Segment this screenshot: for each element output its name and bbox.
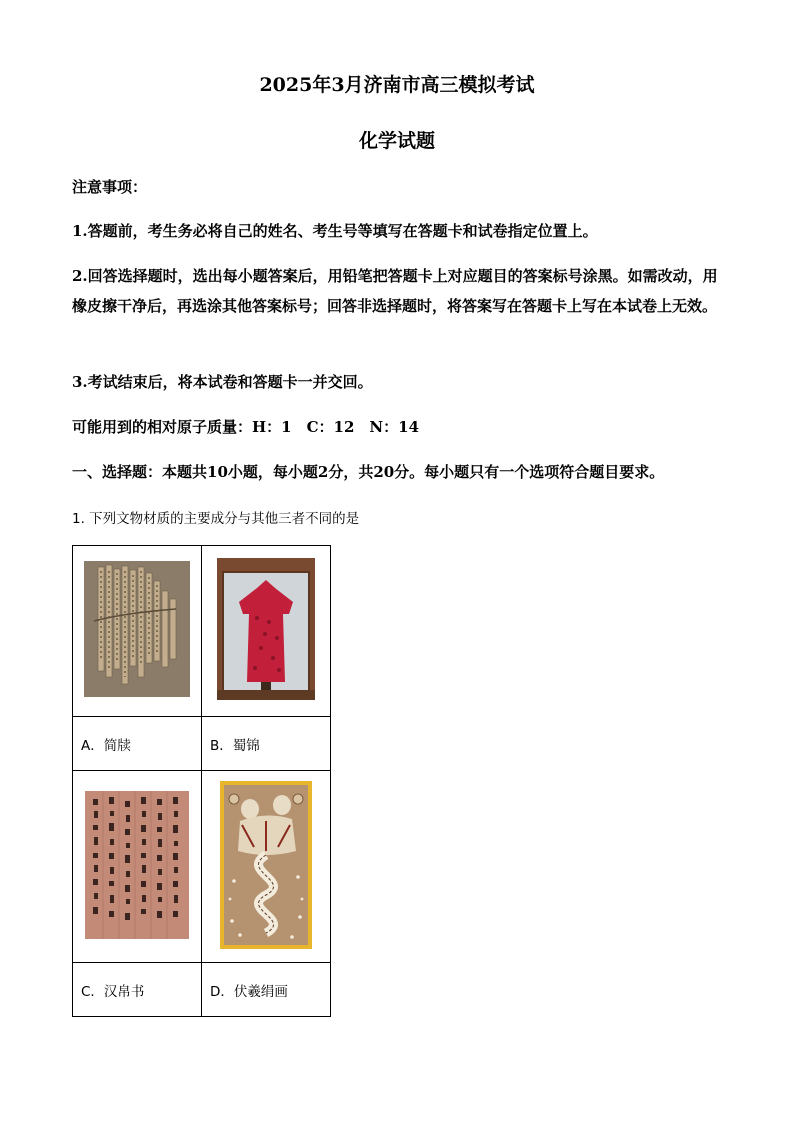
option-d-label: D．伏羲绢画 <box>202 963 331 1017</box>
notice-heading: 注意事项： <box>72 178 148 196</box>
notice-item-3: 3.考试结束后，将本试卷和答题卡一并交回。 <box>72 373 373 391</box>
fuxi-silk-painting-image <box>220 781 312 949</box>
atomic-mass-line: 可能用到的相对原子质量：H：1 C：12 N：14 <box>72 418 420 436</box>
notice-item-1: 1.答题前，考生务必将自己的姓名、考生号等填写在答题卡和试卷指定位置上。 <box>72 222 598 240</box>
option-c-image-cell <box>73 771 202 963</box>
notice-item-2: 2.回答选择题时，选出每小题答案后，用铅笔把答题卡上对应题目的答案标号涂黑。如需改动，用橡皮擦干净后，再选涂其他答案标号；回答非选择题时，将答案写在答题卡上写在本试卷上无效。 <box>72 267 718 315</box>
option-d-image-cell <box>202 771 331 963</box>
bamboo-slips-image <box>84 561 190 697</box>
option-c-label: C．汉帛书 <box>73 963 202 1017</box>
exam-title: 2025年3月济南市高三模拟考试 <box>259 74 535 96</box>
option-a-label: A．简牍 <box>73 717 202 771</box>
option-a-image-cell <box>73 546 202 717</box>
section-heading: 一、选择题：本题共10小题，每小题2分，共20分。每小题只有一个选项符合题目要求。 <box>72 463 665 481</box>
silk-manuscript-image <box>85 791 189 939</box>
shu-brocade-image <box>217 558 315 700</box>
question-1-options-table <box>72 545 331 1017</box>
option-b-label: B．蜀锦 <box>202 717 331 771</box>
question-1-stem: 1. 下列文物材质的主要成分与其他三者不同的是 <box>72 511 360 527</box>
exam-subject: 化学试题 <box>358 130 435 152</box>
option-b-image-cell <box>202 546 331 717</box>
